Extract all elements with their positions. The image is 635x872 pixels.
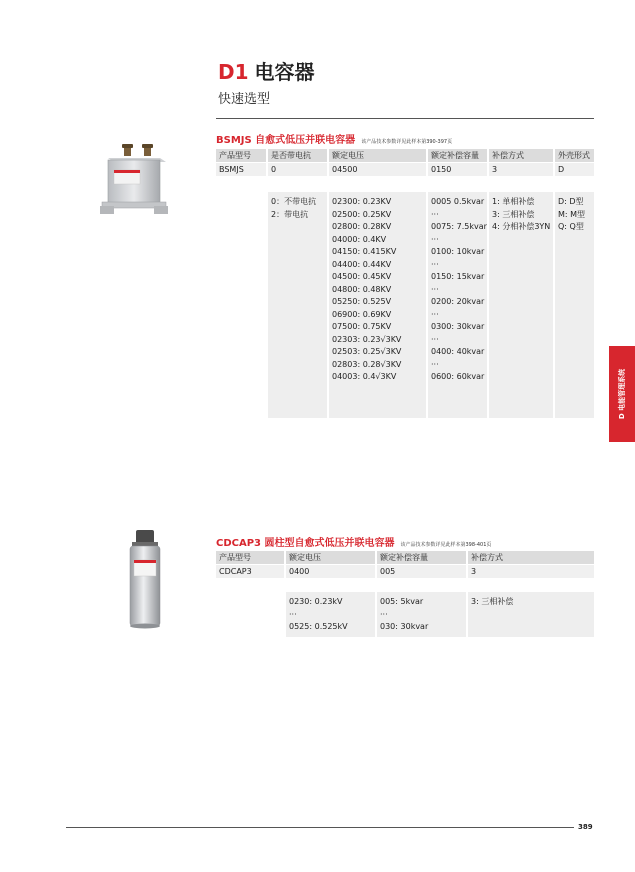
- bsmjs-note: 该产品技术参数详见此样本第390-397页: [361, 139, 453, 145]
- column-options: [329, 192, 426, 418]
- option-item: 05250: 0.525V: [332, 297, 392, 306]
- option-item: ···: [431, 259, 439, 269]
- column-header: 补偿方式: [489, 149, 553, 162]
- page-number: 389: [578, 823, 593, 831]
- column-value: 04500: [329, 163, 426, 176]
- option-item: 04150: 0.415KV: [332, 247, 397, 256]
- option-item: 02300: 0.23KV: [332, 197, 392, 206]
- option-item: 07500: 0.75KV: [332, 322, 392, 331]
- option-item: ···: [289, 609, 297, 619]
- column-header: 额定补偿容量: [428, 149, 487, 162]
- option-item: 06900: 0.69KV: [332, 309, 392, 319]
- option-item: 0：不带电抗: [271, 197, 317, 206]
- option-item: 02503: 0.25√3KV: [332, 347, 402, 356]
- option-item: 04500: 0.45KV: [332, 272, 392, 281]
- column-value: BSMJS: [216, 163, 266, 176]
- option-item: 04800: 0.48KV: [332, 284, 392, 294]
- option-item: ···: [431, 284, 439, 294]
- option-item: 005: 5kvar: [380, 597, 424, 606]
- option-item: 02500: 0.25KV: [332, 209, 392, 219]
- option-item: 030: 30kvar: [380, 622, 429, 631]
- option-item: 2：带电抗: [271, 209, 309, 219]
- column-header: 额定电压: [286, 551, 375, 564]
- option-item: 0600: 60kvar: [431, 372, 485, 381]
- column-options: [468, 592, 594, 637]
- cdcap3-title-text: CDCAP3 圆柱型自愈式低压并联电容器: [216, 538, 395, 549]
- section-code: D1: [218, 60, 249, 84]
- column-value: 0: [268, 163, 327, 176]
- column-value: 3: [489, 163, 553, 176]
- page-title: [218, 56, 315, 85]
- column-value: 005: [377, 565, 466, 578]
- option-item: ···: [431, 359, 439, 369]
- option-item: 02303: 0.23√3KV: [332, 334, 402, 344]
- option-item: 0200: 20kvar: [431, 297, 485, 306]
- option-item: 04000: 0.4KV: [332, 234, 387, 244]
- option-item: M: M型: [558, 209, 586, 219]
- option-item: Q: Q型: [558, 222, 584, 231]
- chapter-side-tab: [609, 346, 635, 442]
- cdcap3-capacitor-image: [124, 528, 166, 632]
- cdcap3-selection-table: [216, 551, 594, 637]
- option-item: 0400: 40kvar: [431, 347, 485, 356]
- column-options: [286, 592, 375, 637]
- column-value: 3: [468, 565, 594, 578]
- column-options: [377, 592, 466, 637]
- column-value: CDCAP3: [216, 565, 284, 578]
- option-item: 0150: 15kvar: [431, 272, 485, 281]
- bsmjs-section-title: [216, 131, 452, 146]
- title-divider: [216, 118, 594, 119]
- option-item: 4: 分相补偿3YN: [492, 222, 551, 231]
- option-item: 3: 三相补偿: [471, 597, 514, 606]
- cdcap3-section-title: [216, 534, 491, 549]
- option-item: 04003: 0.4√3KV: [332, 372, 397, 381]
- bsmjs-capacitor-image: [100, 142, 170, 216]
- column-value: 0400: [286, 565, 375, 578]
- option-item: 0005 0.5kvar: [431, 197, 485, 206]
- option-item: 0300: 30kvar: [431, 322, 485, 331]
- option-item: 02803: 0.28√3KV: [332, 359, 402, 369]
- column-header: 补偿方式: [468, 551, 594, 564]
- option-item: 1: 单相补偿: [492, 197, 535, 206]
- column-header: 额定电压: [329, 149, 426, 162]
- bsmjs-selection-table: [216, 149, 594, 419]
- page-subtitle: 快速选型: [218, 92, 271, 107]
- column-header: 外壳形式: [555, 149, 594, 162]
- option-item: ···: [431, 309, 439, 319]
- option-item: 0525: 0.525kV: [289, 622, 348, 631]
- column-header: 额定补偿容量: [377, 551, 466, 564]
- option-item: ···: [431, 334, 439, 344]
- option-item: ···: [380, 609, 388, 619]
- column-header: 是否带电抗: [268, 149, 327, 162]
- column-header: 产品型号: [216, 149, 266, 162]
- column-value: D: [555, 163, 594, 176]
- side-tab-label: D 电能管理系统: [618, 368, 626, 420]
- bsmjs-title-text: BSMJS 自愈式低压并联电容器: [216, 135, 356, 146]
- footer-divider: [66, 827, 574, 828]
- option-item: ···: [431, 209, 439, 219]
- column-options: [428, 192, 487, 418]
- column-header: 产品型号: [216, 551, 284, 564]
- section-title: 电容器: [254, 60, 315, 84]
- option-item: D: D型: [558, 197, 584, 206]
- column-options: [268, 192, 327, 418]
- option-item: 3: 三相补偿: [492, 209, 535, 219]
- option-item: 04400: 0.44KV: [332, 259, 392, 269]
- option-item: ···: [431, 234, 439, 244]
- column-options: [555, 192, 594, 418]
- cdcap3-note: 该产品技术参数详见此样本第398-401页: [400, 542, 492, 548]
- column-value: 0150: [428, 163, 487, 176]
- option-item: 02800: 0.28KV: [332, 222, 392, 231]
- option-item: 0230: 0.23kV: [289, 597, 343, 606]
- option-item: 0100: 10kvar: [431, 247, 485, 256]
- column-options: [489, 192, 553, 418]
- option-item: 0075: 7.5kvar: [431, 222, 487, 231]
